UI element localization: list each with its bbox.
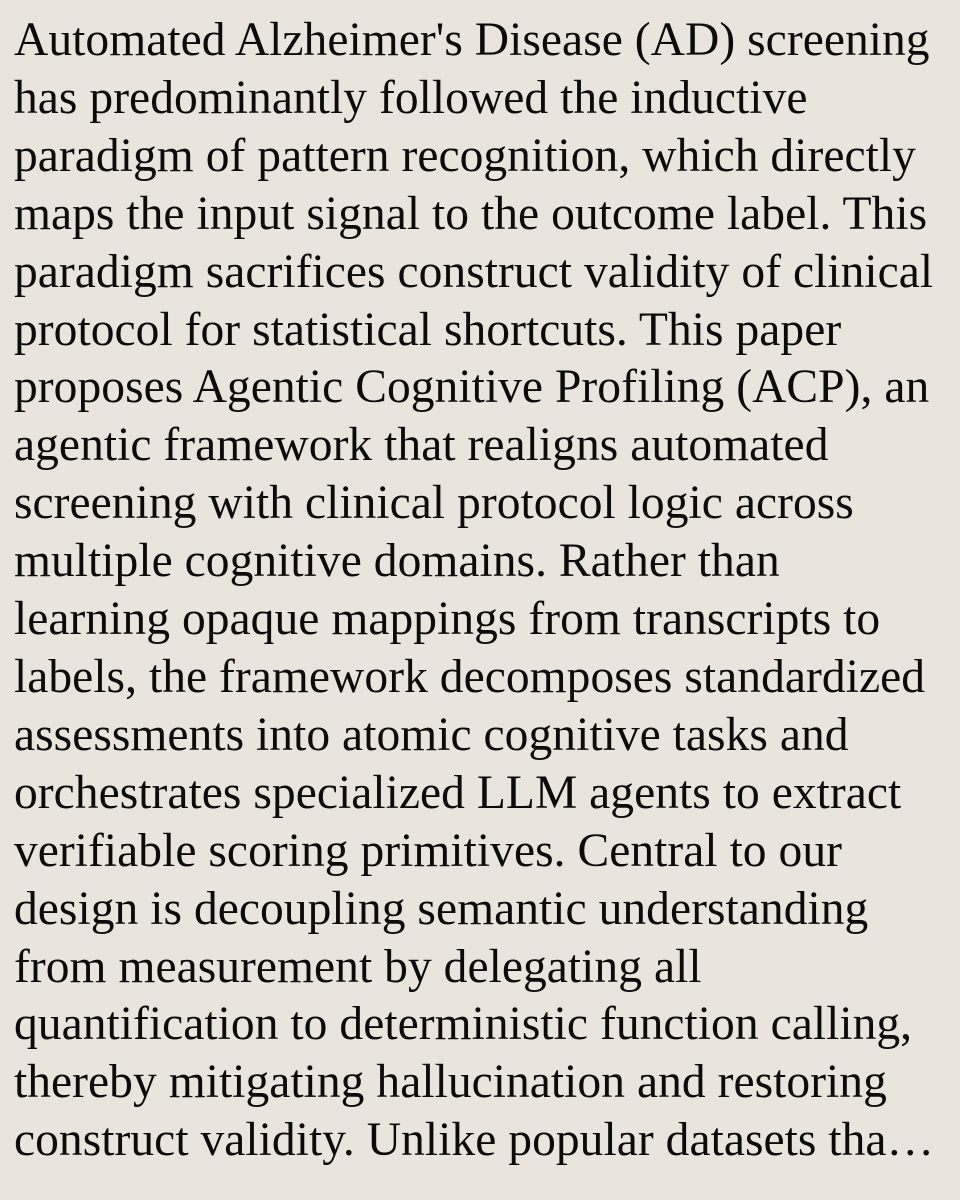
text-line: verifiable scoring primitives. Central to our xyxy=(14,824,843,877)
text-line: agentic framework that realigns automated xyxy=(14,419,829,472)
abstract-text xyxy=(14,12,946,1170)
text-line: from measurement by delegating all xyxy=(14,940,702,993)
text-line: paradigm of pattern recognition, which directly xyxy=(14,129,916,182)
text-line: multiple cognitive domains. Rather than xyxy=(14,535,780,588)
text-line: paradigm sacrifices construct validity of clinical xyxy=(14,245,934,298)
text-line: learning opaque mappings from transcripts to xyxy=(14,593,881,646)
text-line: labels, the framework decomposes standardized xyxy=(14,650,926,703)
text-line: quantification to deterministic function calling, xyxy=(14,998,913,1051)
text-line: screening with clinical protocol logic across xyxy=(14,477,854,530)
text-line: assessments into atomic cognitive tasks and xyxy=(14,708,849,761)
text-line: design is decoupling semantic understanding xyxy=(14,882,869,935)
text-line: Automated Alzheimer's Disease (AD) screening xyxy=(14,14,930,66)
text-line: orchestrates specialized LLM agents to extract xyxy=(14,766,902,819)
text-line: maps the input signal to the outcome label. This xyxy=(14,187,928,240)
text-line: construct validity. Unlike popular datasets tha… xyxy=(14,1114,935,1167)
text-line: protocol for statistical shortcuts. This paper xyxy=(14,303,842,356)
text-line: thereby mitigating hallucination and restoring xyxy=(14,1056,887,1109)
text-line: has predominantly followed the inductive xyxy=(14,71,808,124)
text-line: proposes Agentic Cognitive Profiling (ACP), an xyxy=(14,361,930,414)
